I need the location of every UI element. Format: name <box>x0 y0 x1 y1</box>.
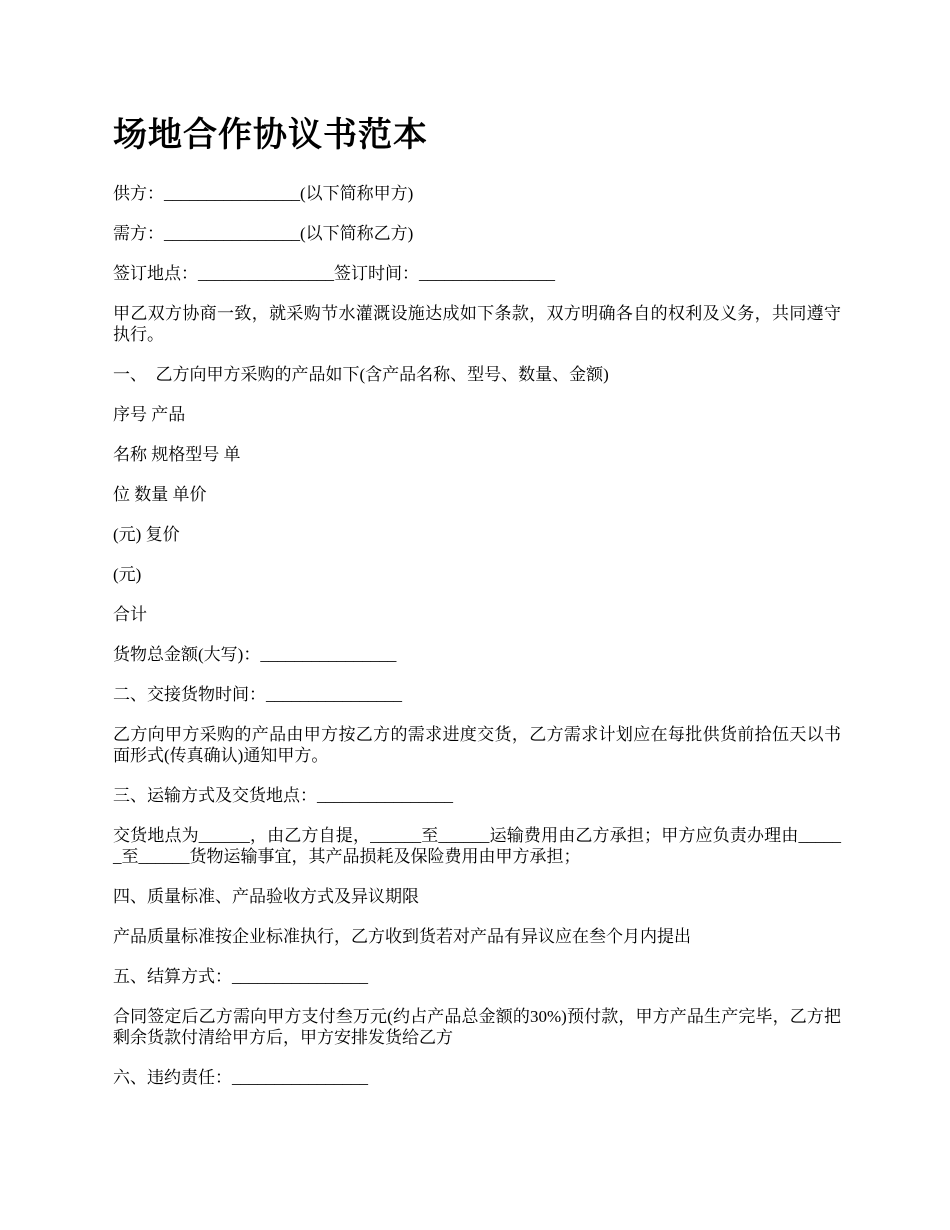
section-3-heading: 三、运输方式及交货地点：________________ <box>113 786 453 805</box>
section-6-heading: 六、违约责任：________________ <box>113 1068 368 1087</box>
table-header-line: (元) 复价 <box>113 525 180 544</box>
table-header-line: 序号 产品 <box>113 405 186 424</box>
delivery-schedule-paragraph: 乙方向甲方采购的产品由甲方按乙方的需求进度交货，乙方需求计划应在每批供货前拾伍天以书面形式(传真确认)通知甲方。 <box>113 725 841 765</box>
total-amount-line: 货物总金额(大写)：________________ <box>113 645 397 664</box>
section-2-heading: 二、交接货物时间：________________ <box>113 685 402 704</box>
section-4-heading: 四、质量标准、产品验收方式及异议期限 <box>113 887 419 906</box>
signing-place-time-line: 签订地点：________________签订时间：________________ <box>113 264 555 283</box>
table-header-line: 位 数量 单价 <box>113 485 207 504</box>
section-1-heading: 一、 乙方向甲方采购的产品如下(含产品名称、型号、数量、金额) <box>113 365 609 384</box>
supplier-line: 供方：________________(以下简称甲方) <box>113 184 414 203</box>
document-page <box>113 113 841 1107</box>
table-header-line: 名称 规格型号 单 <box>113 445 241 464</box>
section-5-heading: 五、结算方式：________________ <box>113 967 368 986</box>
preamble-paragraph: 甲乙双方协商一致，就采购节水灌溉设施达成如下条款，双方明确各自的权利及义务，共同遵守执行。 <box>113 304 841 344</box>
total-line: 合计 <box>113 605 147 624</box>
delivery-location-paragraph: 交货地点为______，由乙方自提，______至______运输费用由乙方承担；甲方应负责办理由______至______货物运输事宜，其产品损耗及保险费用由甲方承担； <box>113 826 841 866</box>
document-title: 场地合作协议书范本 <box>113 117 428 154</box>
settlement-paragraph: 合同签定后乙方需向甲方支付叁万元(约占产品总金额的30%)预付款，甲方产品生产完毕，乙方把剩余货款付清给甲方后，甲方安排发货给乙方 <box>113 1007 841 1047</box>
quality-standard-paragraph: 产品质量标准按企业标准执行，乙方收到货若对产品有异议应在叁个月内提出 <box>113 927 691 946</box>
buyer-line: 需方：________________(以下简称乙方) <box>113 224 414 243</box>
table-header-line: (元) <box>113 565 142 584</box>
